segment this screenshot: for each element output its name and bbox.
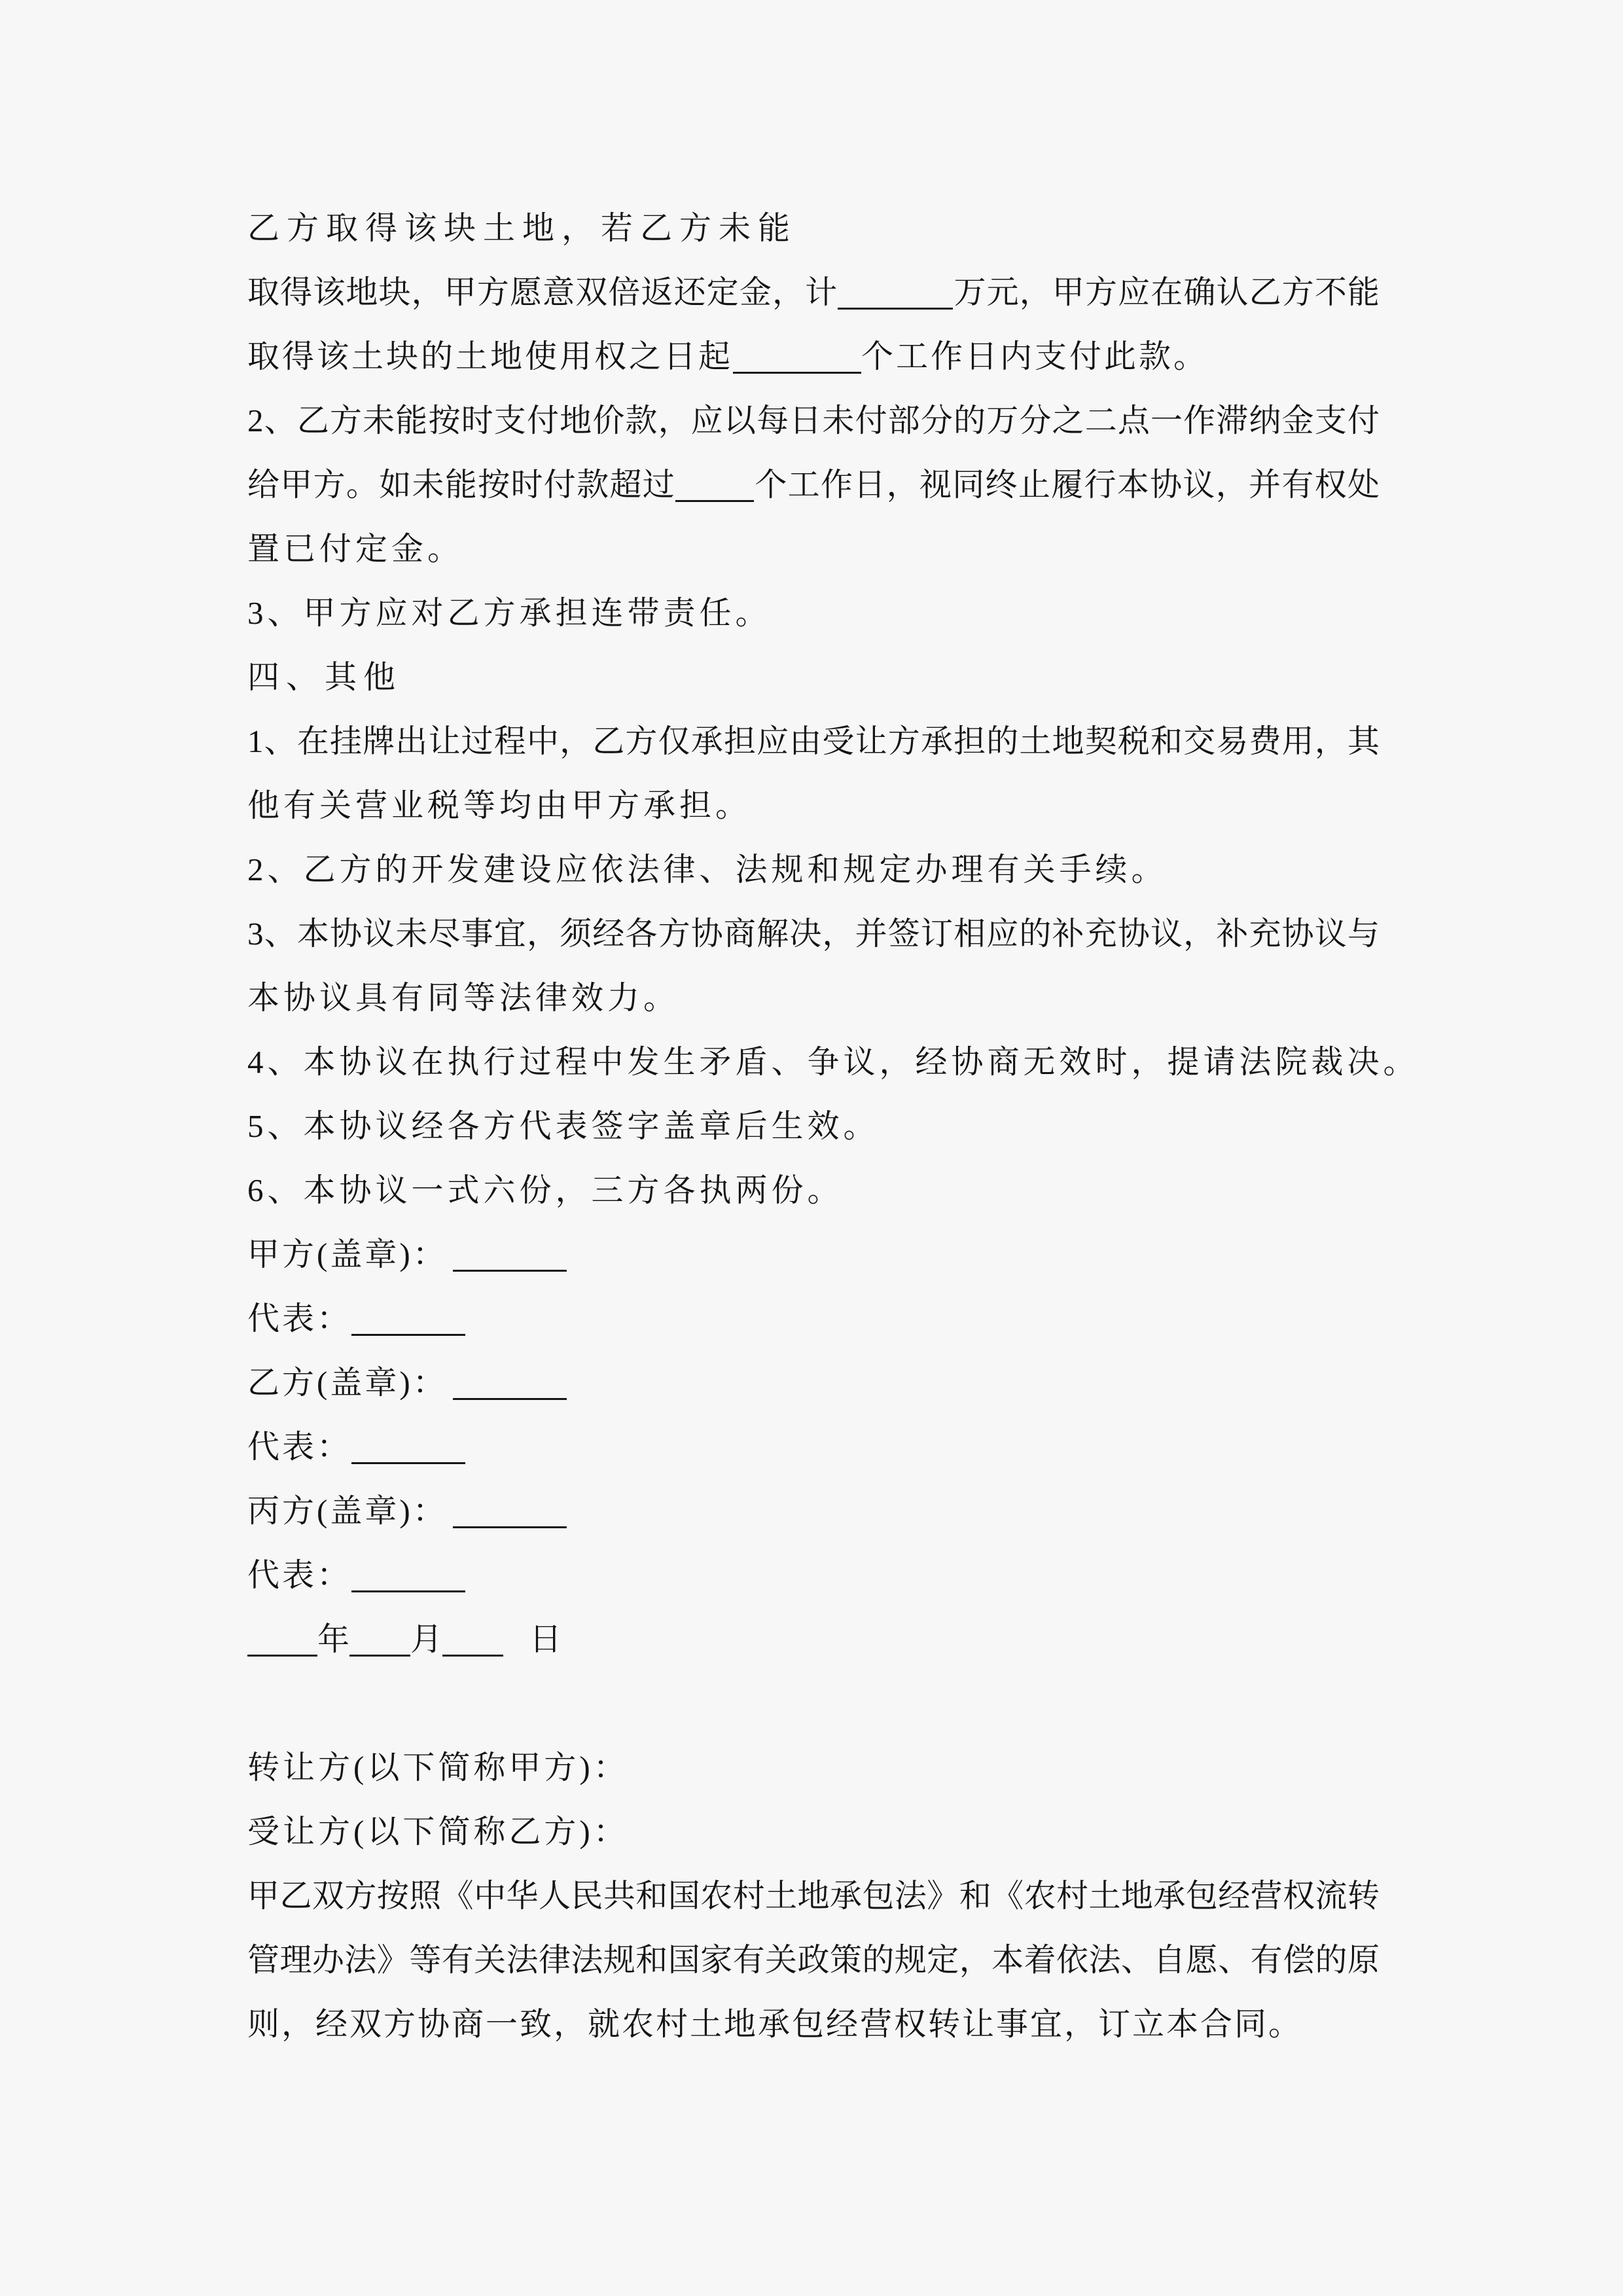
blank-field bbox=[453, 1391, 567, 1400]
line-text: 管理办法》等有关法律法规和国家有关政策的规定，本着依法、自愿、有偿的原 bbox=[247, 1942, 1380, 1978]
document-line bbox=[247, 325, 1380, 389]
blank-field bbox=[351, 1583, 465, 1592]
line-text: 5、本协议经各方代表签字盖章后生效。 bbox=[247, 1108, 880, 1144]
line-text: 日 bbox=[529, 1621, 562, 1657]
blank-field bbox=[675, 493, 754, 502]
document-line bbox=[247, 1030, 1419, 1094]
document-line bbox=[247, 838, 1380, 902]
document-line bbox=[247, 1351, 1380, 1415]
line-text: 个工作日，视同终止履行本协议，并有权处 bbox=[754, 467, 1380, 503]
document-line bbox=[247, 1094, 1380, 1158]
line-text: 丙方(盖章)： bbox=[247, 1493, 448, 1529]
document-line bbox=[247, 1800, 1380, 1864]
line-text: 取得该土块的土地使用权之日起 bbox=[247, 338, 734, 374]
document-line bbox=[247, 1992, 1380, 2056]
document-line bbox=[247, 1736, 1380, 1800]
line-text: 年 bbox=[317, 1621, 350, 1657]
document-line bbox=[247, 774, 1380, 838]
document-line bbox=[247, 1287, 1380, 1351]
document-line bbox=[247, 453, 1380, 517]
line-text: 万元，甲方应在确认乙方不能 bbox=[953, 274, 1380, 310]
blank-field bbox=[351, 1455, 465, 1464]
line-text: 则，经双方协商一致，就农村土地承包经营权转让事宜，订立本合同。 bbox=[247, 2006, 1303, 2042]
line-text: 给甲方。如未能按时付款超过 bbox=[247, 467, 676, 503]
line-text: 2、乙方的开发建设应依法律、法规和规定办理有关手续。 bbox=[247, 852, 1168, 888]
document-line bbox=[247, 196, 1380, 260]
line-text: 3、本协议未尽事宜，须经各方协商解决，并签订相应的补充协议，补充协议与 bbox=[247, 916, 1380, 952]
document-line bbox=[247, 902, 1380, 966]
document-line bbox=[247, 645, 1380, 709]
line-text: 1、在挂牌出让过程中，乙方仅承担应由受让方承担的土地契税和交易费用，其 bbox=[247, 723, 1380, 759]
line-text: 四、其他 bbox=[247, 659, 402, 695]
blank-field bbox=[838, 300, 953, 310]
line-text: 代表： bbox=[247, 1557, 352, 1593]
line-text: 甲乙双方按照《中华人民共和国农村土地承包法》和《农村土地承包经营权流转 bbox=[247, 1878, 1380, 1914]
document-line bbox=[247, 581, 1380, 645]
blank-field bbox=[453, 1263, 567, 1272]
document-line bbox=[247, 1928, 1380, 1992]
blank-field bbox=[453, 1519, 567, 1528]
line-text: 3、甲方应对乙方承担连带责任。 bbox=[247, 595, 772, 631]
document-body bbox=[247, 196, 1419, 2056]
line-text: 月 bbox=[410, 1621, 443, 1657]
line-text: 代表： bbox=[247, 1429, 352, 1465]
document-line bbox=[247, 389, 1380, 453]
document-line bbox=[247, 1607, 1380, 1672]
document-line bbox=[247, 709, 1380, 774]
line-text: 甲方(盖章)： bbox=[247, 1236, 448, 1272]
blank-field bbox=[349, 1647, 410, 1657]
document-line bbox=[247, 966, 1380, 1030]
document-line bbox=[247, 517, 1380, 581]
line-text: 转让方(以下简称甲方)： bbox=[247, 1749, 629, 1785]
line-text: 代表： bbox=[247, 1300, 352, 1336]
line-text: 个工作日内支付此款。 bbox=[861, 338, 1209, 374]
line-text: 乙方取得该块土地，若乙方未能 bbox=[247, 210, 798, 246]
document-line bbox=[247, 1672, 1380, 1736]
document-line bbox=[247, 260, 1380, 325]
line-text: 取得该地块，甲方愿意双倍返还定金，计 bbox=[247, 274, 838, 310]
blank-field bbox=[733, 365, 861, 374]
line-text: 6、本协议一式六份，三方各执两份。 bbox=[247, 1172, 844, 1208]
line-text: 他有关营业税等均由甲方承担。 bbox=[247, 787, 752, 823]
line-text: 2、乙方未能按时支付地价款，应以每日未付部分的万分之二点一作滞纳金支付 bbox=[247, 403, 1380, 439]
line-text: 置已付定金。 bbox=[247, 531, 464, 567]
document-line bbox=[247, 1543, 1380, 1607]
document-line bbox=[247, 1864, 1380, 1928]
line-text: 乙方(盖章)： bbox=[247, 1365, 448, 1401]
blank-field bbox=[247, 1647, 317, 1657]
document-line bbox=[247, 1415, 1380, 1479]
document-line bbox=[247, 1223, 1380, 1287]
line-text: 本协议具有同等法律效力。 bbox=[247, 980, 680, 1016]
blank-field bbox=[442, 1647, 503, 1657]
document-line bbox=[247, 1158, 1380, 1223]
line-text: 受让方(以下简称乙方)： bbox=[247, 1814, 629, 1850]
line-text: 4、本协议在执行过程中发生矛盾、争议，经协商无效时，提请法院裁决。 bbox=[247, 1044, 1419, 1080]
blank-field bbox=[351, 1327, 465, 1336]
document-line bbox=[247, 1479, 1380, 1543]
